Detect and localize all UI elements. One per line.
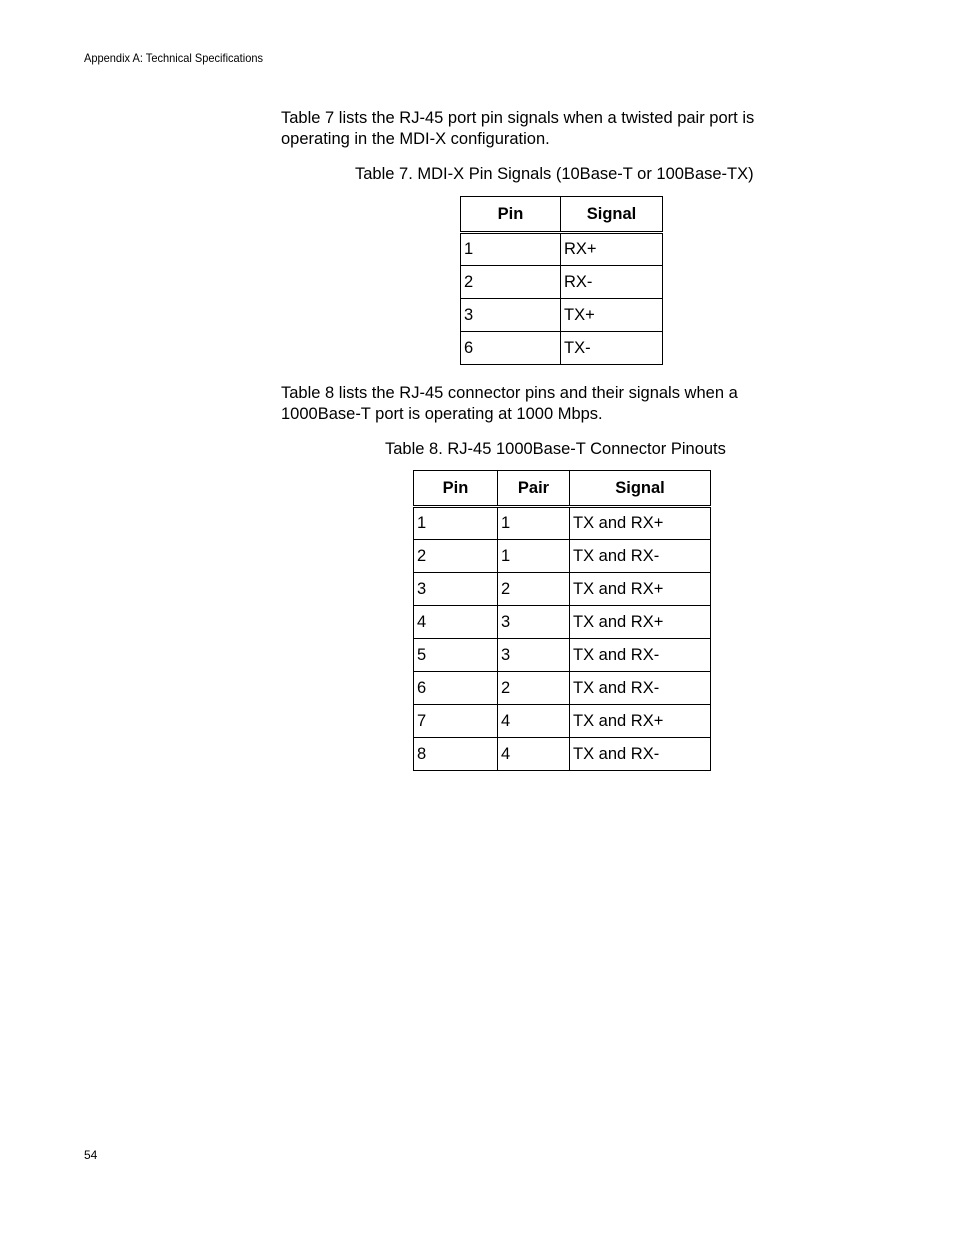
cell-signal: TX and RX+: [570, 705, 711, 738]
cell-pin: 2: [414, 540, 498, 573]
table-row: [414, 639, 711, 672]
cell-pin: 6: [414, 672, 498, 705]
column-header-signal: Signal: [570, 471, 711, 507]
table-row: [414, 738, 711, 771]
cell-pin: 7: [414, 705, 498, 738]
running-header: Appendix A: Technical Specifications: [84, 51, 264, 65]
cell-signal: TX and RX+: [570, 507, 711, 540]
table-row: [461, 233, 663, 266]
table7-mdix-pin-signals: [460, 196, 663, 365]
table-row: [414, 606, 711, 639]
table8-connector-pinouts: [413, 470, 711, 771]
cell-pin: 2: [461, 266, 561, 299]
cell-pin: 1: [461, 233, 561, 266]
cell-pin: 8: [414, 738, 498, 771]
cell-pin: 5: [414, 639, 498, 672]
cell-pair: 4: [498, 705, 570, 738]
cell-pin: 6: [461, 332, 561, 365]
table-header-row: [414, 471, 711, 507]
cell-pair: 2: [498, 573, 570, 606]
cell-pair: 3: [498, 606, 570, 639]
cell-signal: TX-: [561, 332, 663, 365]
cell-pin: 4: [414, 606, 498, 639]
cell-pair: 1: [498, 507, 570, 540]
cell-pair: 1: [498, 540, 570, 573]
cell-pin: 1: [414, 507, 498, 540]
table-row: [461, 332, 663, 365]
table-row: [461, 299, 663, 332]
cell-pin: 3: [461, 299, 561, 332]
cell-signal: TX and RX+: [570, 573, 711, 606]
cell-pair: 3: [498, 639, 570, 672]
cell-signal: TX and RX+: [570, 606, 711, 639]
cell-pin: 3: [414, 573, 498, 606]
page-number: 54: [84, 1148, 98, 1162]
table-row: [414, 573, 711, 606]
cell-signal: RX-: [561, 266, 663, 299]
table-row: [461, 266, 663, 299]
table7-caption: Table 7. MDI-X Pin Signals (10Base-T or 100Base-TX): [355, 165, 754, 183]
cell-signal: TX and RX-: [570, 738, 711, 771]
column-header-pin: Pin: [461, 197, 561, 233]
table-header-row: [461, 197, 663, 233]
table-row: [414, 507, 711, 540]
table-row: [414, 672, 711, 705]
cell-signal: TX and RX-: [570, 672, 711, 705]
column-header-signal: Signal: [561, 197, 663, 233]
cell-signal: TX and RX-: [570, 540, 711, 573]
cell-pair: 4: [498, 738, 570, 771]
table8-caption: Table 8. RJ-45 1000Base-T Connector Pinouts: [385, 440, 726, 458]
cell-signal: TX and RX-: [570, 639, 711, 672]
cell-signal: RX+: [561, 233, 663, 266]
column-header-pin: Pin: [414, 471, 498, 507]
cell-pair: 2: [498, 672, 570, 705]
table-row: [414, 705, 711, 738]
table7-intro-paragraph: Table 7 lists the RJ-45 port pin signals when a twisted pair port is operating in the MDI-X configuration.: [281, 109, 755, 148]
table-row: [414, 540, 711, 573]
table8-intro-paragraph: Table 8 lists the RJ-45 connector pins and their signals when a 1000Base-T port is operating at 1000 Mbps.: [281, 384, 738, 423]
cell-signal: TX+: [561, 299, 663, 332]
column-header-pair: Pair: [498, 471, 570, 507]
